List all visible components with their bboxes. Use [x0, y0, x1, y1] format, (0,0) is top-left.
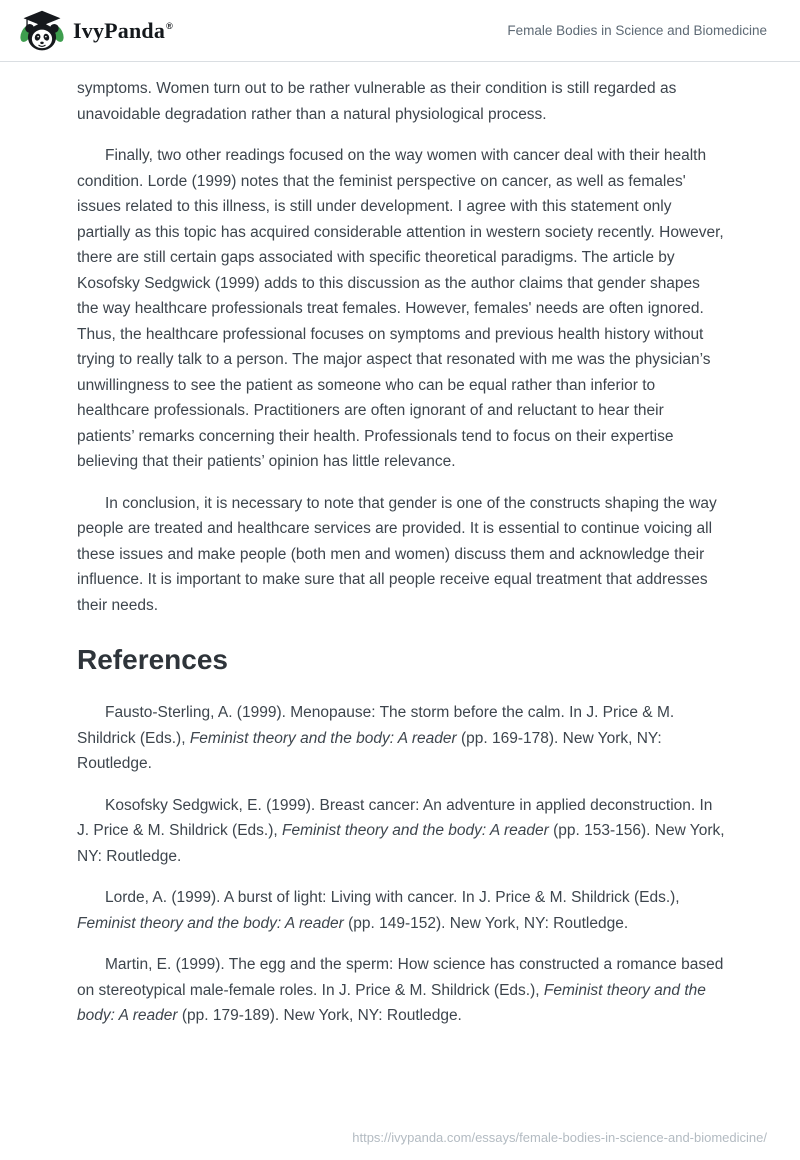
reference-book-title: Feminist theory and the body: A reader	[77, 981, 706, 1024]
page-footer	[352, 1129, 767, 1147]
reference-text: (pp. 149-152). New York, NY: Routledge.	[343, 914, 629, 932]
brand-name	[73, 18, 173, 44]
reference-book-title: Feminist theory and the body: A reader	[281, 822, 549, 839]
ivypanda-panda-graduate-icon	[20, 8, 64, 54]
reference-entry	[77, 700, 725, 777]
reference-entry	[77, 885, 725, 936]
document-title: Female Bodies in Science and Biomedicine	[507, 23, 767, 38]
reference-book-title: Feminist theory and the body: A reader	[77, 914, 344, 932]
reference-text: Kosofsky Sedgwick, E. (1999). Breast cancer: An adventure in applied deconstruction. In J. Price & M. Shildrick (Eds.),	[77, 796, 713, 839]
reference-entry	[77, 793, 725, 870]
reference-entry	[77, 952, 725, 1029]
registered-trademark-mark: ®	[166, 21, 173, 32]
brand-logo[interactable]	[20, 8, 173, 54]
brand-name-text: IvyPanda	[73, 17, 166, 43]
reference-text: (pp. 179-189). New York, NY: Routledge.	[177, 1007, 462, 1024]
reference-text: Lorde, A. (1999). A burst of light: Living with cancer. In J. Price & M. Shildrick (Eds.),	[105, 889, 680, 906]
source-url-link[interactable]: https://ivypanda.com/essays/female-bodies-in-science-and-biomedicine/	[352, 1130, 767, 1145]
body-paragraph: symptoms. Women turn out to be rather vulnerable as their condition is still regarded as unavoidable degradation rather than a natural physiological process.	[77, 80, 677, 123]
document-body	[0, 62, 800, 1029]
body-paragraph: Finally, two other readings focused on the way women with cancer deal with their health condition. Lorde (1999) notes that the feminist perspective on cancer, as well as females' issues related to this illness, is still under development. I agree with this statement only partially as this topic has acquired considerable attention in western society recently. However, there are still certain gaps associated with specific theoretical paradigms. The article by Kosofsky Sedgwick (1999) adds to this discussion as the author claims that gender shapes the way healthcare professionals treat females. However, females' needs are often ignored. Thus, the healthcare professional focuses on symptoms and previous health history without trying to really talk to a person. The major aspect that resonated with me was the physician’s unwillingness to see the patient as someone who can be equal rather than inferior to healthcare professionals. Practitioners are often ignorant of and reluctant to hear their patients’ remarks concerning their health. Professionals tend to focus on their expertise believing that their patients’ opinion has little relevance.	[77, 147, 724, 470]
reference-book-title: Feminist theory and the body: A reader	[189, 729, 457, 747]
reference-text: Fausto-Sterling, A. (1999). Menopause: The storm before the calm. In J. Price & M. Shildrick (Eds.),	[77, 704, 675, 747]
reference-text: Martin, E. (1999). The egg and the sperm: How science has constructed a romance based on stereotypical male-female roles. In J. Price & M. Shildrick (Eds.),	[77, 956, 724, 999]
references-heading: References	[77, 644, 228, 675]
page-header	[0, 0, 800, 62]
reference-text: (pp. 169-178). New York, NY: Routledge.	[77, 729, 662, 772]
reference-text: (pp. 153-156). New York, NY: Routledge.	[77, 822, 725, 865]
body-paragraph: In conclusion, it is necessary to note that gender is one of the constructs shaping the way people are treated and healthcare services are provided. It is essential to continue voicing all these issues and make people (both men and women) discuss them and acknowledge their influence. It is important to make sure that all people receive equal treatment that addresses their needs.	[77, 494, 717, 614]
